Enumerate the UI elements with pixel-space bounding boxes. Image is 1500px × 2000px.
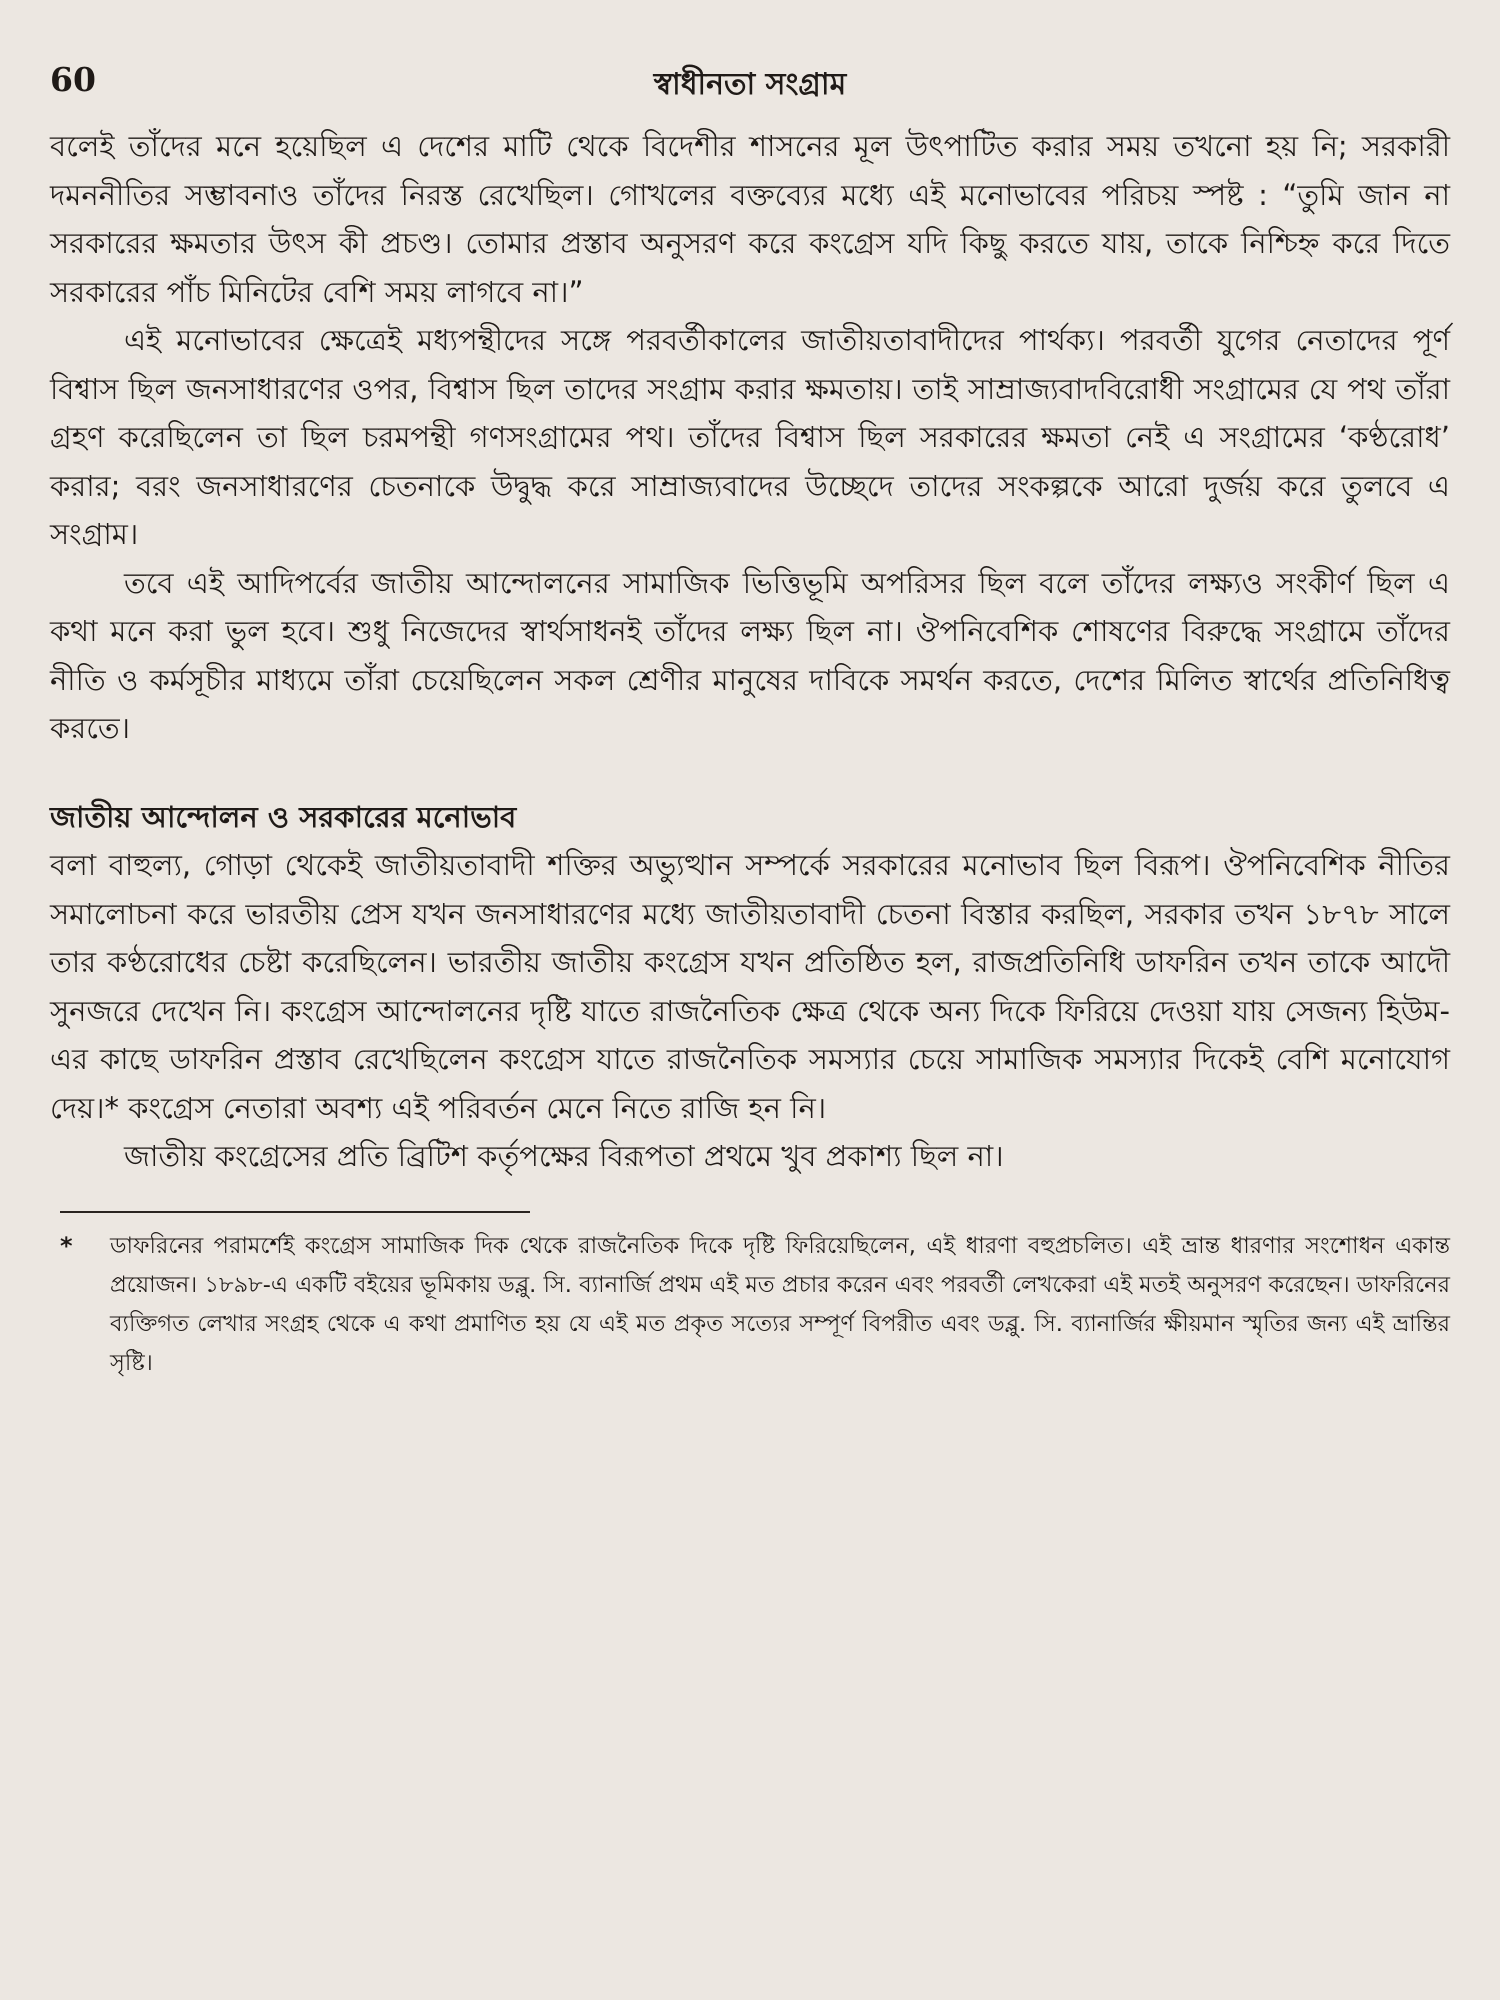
body-text	[50, 122, 1450, 1181]
page-header	[50, 52, 1450, 112]
paragraph: এই মনোভাবের ক্ষেত্রেই মধ্যপন্থীদের সঙ্গে পরবর্তীকালের জাতীয়তাবাদীদের পার্থক্য। পরবর্তী যুগের নেতাদের পূর্ণ বিশ্বাস ছিল জনসাধারণের ওপর, বিশ্বাস ছিল তাদের সংগ্রাম করার ক্ষমতায়। তাই সাম্রাজ্যবাদবিরোধী সংগ্রামের যে পথ তাঁরা গ্রহণ করেছিলেন তা ছিল চরমপন্থী গণসংগ্রামের পথ। তাঁদের বিশ্বাস ছিল সরকারের ক্ষমতা নেই এ সংগ্রামের ‘কণ্ঠরোধ’ করার; বরং জনসাধারণের চেতনাকে উদ্বুদ্ধ করে সাম্রাজ্যবাদের উচ্ছেদে তাদের সংকল্পকে আরো দুর্জয় করে তুলবে এ সংগ্রাম।	[50, 323, 1450, 551]
page-number: 60	[50, 60, 96, 99]
paragraph: জাতীয় কংগ্রেসের প্রতি ব্রিটিশ কর্তৃপক্ষের বিরূপতা প্রথমে খুব প্রকাশ্য ছিল না।	[124, 1139, 1004, 1173]
paragraph-continuation: বলেই তাঁদের মনে হয়েছিল এ দেশের মাটি থেকে বিদেশীর শাসনের মূল উৎপাটিত করার সময় তখনো হয় নি; সরকারী দমননীতির সম্ভাবনাও তাঁদের নিরস্ত রেখেছিল। গোখলের বক্তব্যের মধ্যে এই মনোভাবের পরিচয় স্পষ্ট : “তুমি জান না সরকারের ক্ষমতার উৎস কী প্রচণ্ড। তোমার প্রস্তাব অনুসরণ করে কংগ্রেস যদি কিছু করতে যায়, তাকে নিশ্চিহ্ন করে দিতে সরকারের পাঁচ মিনিটের বেশি সময় লাগবে না।”	[50, 129, 1450, 309]
footnote	[50, 1227, 1450, 1383]
footnote-divider	[60, 1211, 530, 1213]
footnote-mark: *	[60, 1231, 73, 1260]
footnote-text: ডাফরিনের পরামর্শেই কংগ্রেস সামাজিক দিক থেকে রাজনৈতিক দিকে দৃষ্টি ফিরিয়েছিলেন, এই ধারণা বহুপ্রচলিত। এই ভ্রান্ত ধারণার সংশোধন একান্ত প্রয়োজন। ১৮৯৮-এ একটি বইয়ের ভূমিকায় ডব্লু. সি. ব্যানার্জি প্রথম এই মত প্রচার করেন এবং পরবর্তী লেখকেরা এই মতই অনুসরণ করেছেন। ডাফরিনের ব্যক্তিগত লেখার সংগ্রহ থেকে এ কথা প্রমাণিত হয় যে এই মত প্রকৃত সত্যের সম্পূর্ণ বিপরীত এবং ডব্লু. সি. ব্যানার্জির ক্ষীয়মান স্মৃতির জন্য এই ভ্রান্তির সৃষ্টি।	[110, 1232, 1450, 1376]
section-heading: জাতীয় আন্দোলন ও সরকারের মনোভাব	[50, 799, 517, 834]
paragraph: তবে এই আদিপর্বের জাতীয় আন্দোলনের সামাজিক ভিত্তিভূমি অপরিসর ছিল বলে তাঁদের লক্ষ্যও সংকীর্ণ ছিল এ কথা মনে করা ভুল হবে। শুধু নিজেদের স্বার্থসাধনই তাঁদের লক্ষ্য ছিল না। ঔপনিবেশিক শোষণের বিরুদ্ধে সংগ্রামে তাঁদের নীতি ও কর্মসূচীর মাধ্যমে তাঁরা চেয়েছিলেন সকল শ্রেণীর মানুষের দাবিকে সমর্থন করতে, দেশের মিলিত স্বার্থের প্রতিনিধিত্ব করতে।	[50, 565, 1450, 745]
paragraph: বলা বাহুল্য, গোড়া থেকেই জাতীয়তাবাদী শক্তির অভ্যুত্থান সম্পর্কে সরকারের মনোভাব ছিল বিরূপ। ঔপনিবেশিক নীতির সমালোচনা করে ভারতীয় প্রেস যখন জনসাধারণের মধ্যে জাতীয়তাবাদী চেতনা বিস্তার করছিল, সরকার তখন ১৮৭৮ সালে তার কণ্ঠরোধের চেষ্টা করেছিলেন। ভারতীয় জাতীয় কংগ্রেস যখন প্রতিষ্ঠিত হল, রাজপ্রতিনিধি ডাফরিন তখন তাকে আদৌ সুনজরে দেখেন নি। কংগ্রেস আন্দোলনের দৃষ্টি যাতে রাজনৈতিক ক্ষেত্র থেকে অন্য দিকে ফিরিয়ে দেওয়া যায় সেজন্য হিউম-এর কাছে ডাফরিন প্রস্তাব রেখেছিলেন কংগ্রেস যাতে রাজনৈতিক সমস্যার চেয়ে সামাজিক সমস্যার দিকেই বেশি মনোযোগ দেয়।* কংগ্রেস নেতারা অবশ্য এই পরিবর্তন মেনে নিতে রাজি হন নি।	[50, 848, 1450, 1125]
running-title: স্বাধীনতা সংগ্রাম	[653, 67, 847, 102]
